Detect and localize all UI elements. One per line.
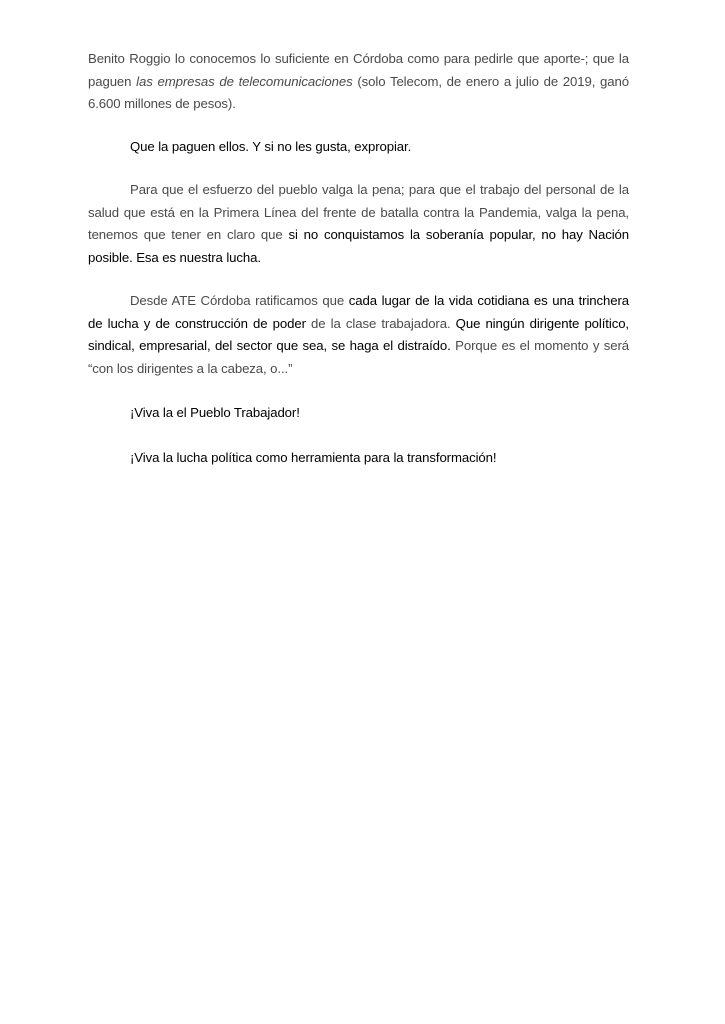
paragraph-ate-text-2: de la clase trabajadora. bbox=[305, 315, 456, 331]
paragraph-ate-cordoba bbox=[88, 290, 629, 380]
paragraph-viva-pueblo-text: ¡Viva la el Pueblo Trabajador! bbox=[130, 405, 300, 420]
paragraph-esfuerzo-text: Para que el esfuerzo del pueblo valga la pena; para que el trabajo del personal de la salud que está en la Primera Línea del frente de batalla contra la Pandemia, valga la pena, tenemos que tener en claro que bbox=[88, 182, 629, 242]
paragraph-telecom bbox=[88, 48, 629, 116]
paragraph-viva-lucha bbox=[88, 447, 629, 470]
paragraph-telecom-text-1: Benito Roggio lo conocemos lo suficiente en Córdoba como para pedirle que aporte-; que la paguen bbox=[88, 51, 629, 89]
document-body bbox=[88, 48, 629, 469]
paragraph-ate-text-1: Desde ATE Córdoba ratificamos que bbox=[130, 293, 349, 308]
paragraph-viva-lucha-text: ¡Viva la lucha política como herramienta para la transformación! bbox=[130, 449, 497, 465]
paragraph-que-la-paguen bbox=[88, 136, 629, 159]
paragraph-que-la-paguen-text: Que la paguen ellos. Y si no les gusta, expropiar. bbox=[130, 138, 412, 154]
paragraph-telecom-emphasis: las empresas de telecomunicaciones bbox=[136, 73, 353, 89]
paragraph-ate-text-3: Porque es el momento y será “con los dirigentes a la cabeza, o...” bbox=[88, 338, 629, 376]
paragraph-ate-bold-1: cada lugar de la vida cotidiana es una trinchera de lucha y de construcción de poder bbox=[88, 293, 629, 331]
paragraph-telecom-text-2: (solo Telecom, de enero a julio de 2019, ganó 6.600 millones de pesos). bbox=[88, 73, 629, 111]
paragraph-esfuerzo-bold: si no conquistamos la soberanía popular, no hay Nación posible. Esa es nuestra lucha. bbox=[88, 227, 629, 265]
paragraph-viva-pueblo bbox=[88, 402, 629, 425]
paragraph-esfuerzo-del-pueblo bbox=[88, 179, 629, 269]
paragraph-ate-bold-2: Que ningún dirigente político, sindical, empresarial, del sector que sea, se haga el distraído. bbox=[88, 315, 629, 353]
